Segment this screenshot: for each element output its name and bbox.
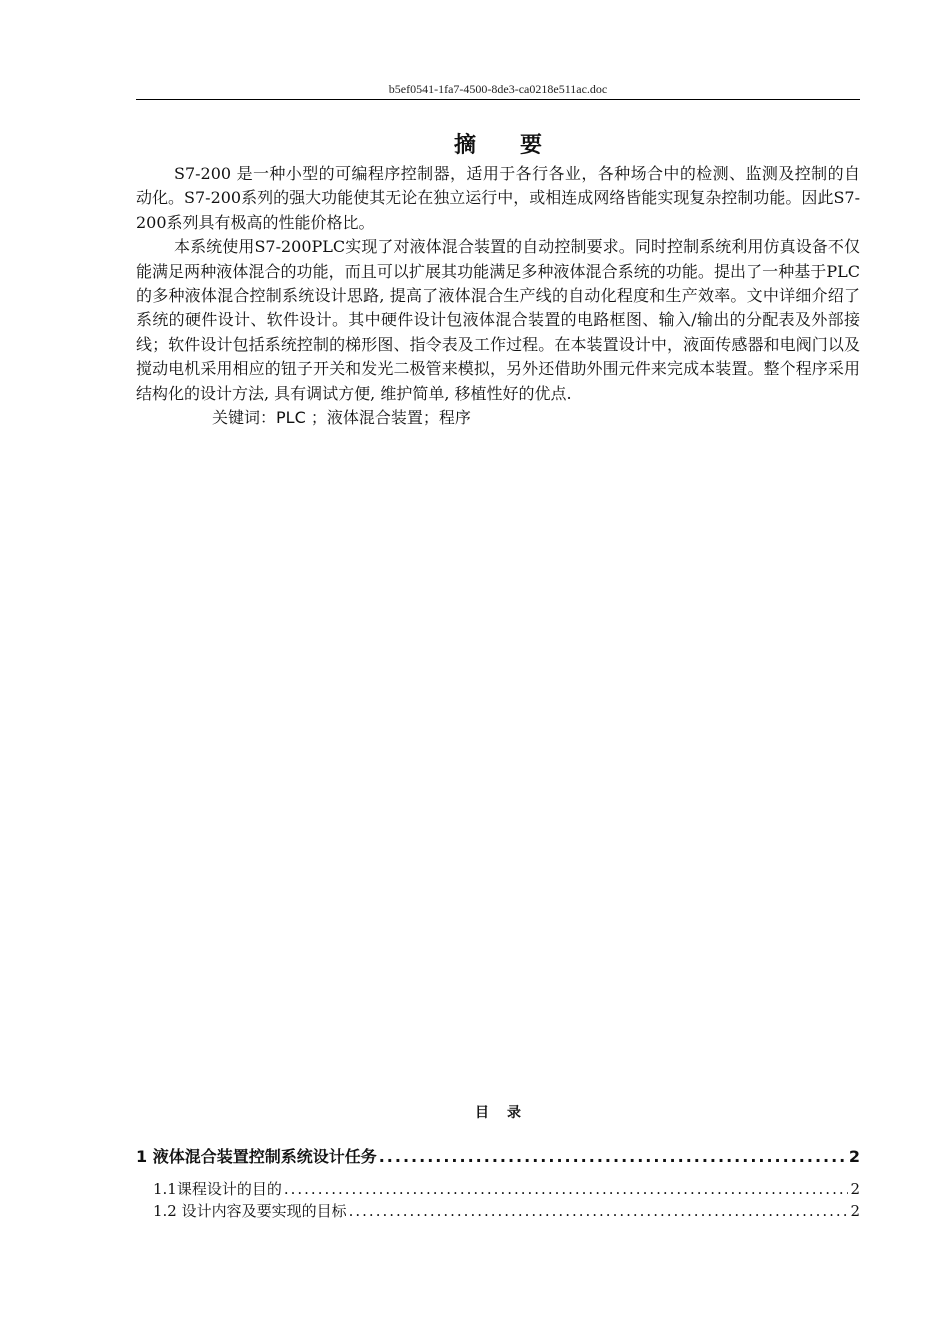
abstract-title: 摘要	[453, 133, 586, 158]
toc-leader-dots	[349, 1202, 849, 1220]
abstract-paragraph-1: S7-200 是一种小型的可编程序控制器，适用于各行各业，各种场合中的检测、监测及控制的自动化。S7-200系列的强大功能使其无论在独立运行中，或相连成网络皆能实现复杂控制功能。因此S7-200系列具有极高的性能价格比。	[136, 164, 860, 232]
toc-title: 目录	[475, 1105, 539, 1121]
toc-entry-label: 1 液体混合装置控制系统设计任务	[136, 1147, 377, 1166]
document-header-filename: b5ef0541-1fa7-4500-8de3-ca0218e511ac.doc	[388, 82, 608, 96]
table-of-contents	[136, 1144, 860, 1222]
toc-entry-section-1-1[interactable]	[136, 1178, 860, 1200]
toc-entry-page: 2	[850, 1202, 860, 1220]
toc-leader-dots	[379, 1147, 847, 1166]
header-divider	[136, 99, 860, 100]
toc-entry-page: 2	[848, 1147, 860, 1166]
abstract-keywords: 关键词：PLC ；液体混合装置；程序	[212, 408, 471, 428]
toc-entry-label: 1.2 设计内容及要实现的目标	[153, 1202, 347, 1220]
toc-entry-chapter-1[interactable]	[136, 1144, 860, 1168]
toc-entry-label: 1.1课程设计的目的	[153, 1180, 282, 1198]
toc-entry-section-1-2[interactable]	[136, 1200, 860, 1222]
abstract-paragraph-2: 本系统使用S7-200PLC实现了对液体混合装置的自动控制要求。同时控制系统利用仿真设备不仅能满足两种液体混合的功能，而且可以扩展其功能满足多种液体混合系统的功能。提出了一种基于PLC 的多种液体混合控制系统设计思路, 提高了液体混合生产线的自动化程度和生产效率。文中详细介绍了系统的硬件设计、软件设计。其中硬件设计包液体混合装置的电路框图、输入/输出的分配表及外部接线；软件设计包括系统控制的梯形图、指令表及工作过程。在本装置设计中，液面传感器和电阀门以及搅动电机采用相应的钮子开关和发光二极管来模拟，另外还借助外围元件来完成本装置。整个程序采用结构化的设计方法, 具有调试方便, 维护简单, 移植性好的优点.	[136, 237, 860, 403]
abstract-section	[136, 162, 860, 430]
toc-leader-dots	[284, 1180, 849, 1198]
toc-entry-page: 2	[850, 1180, 860, 1198]
